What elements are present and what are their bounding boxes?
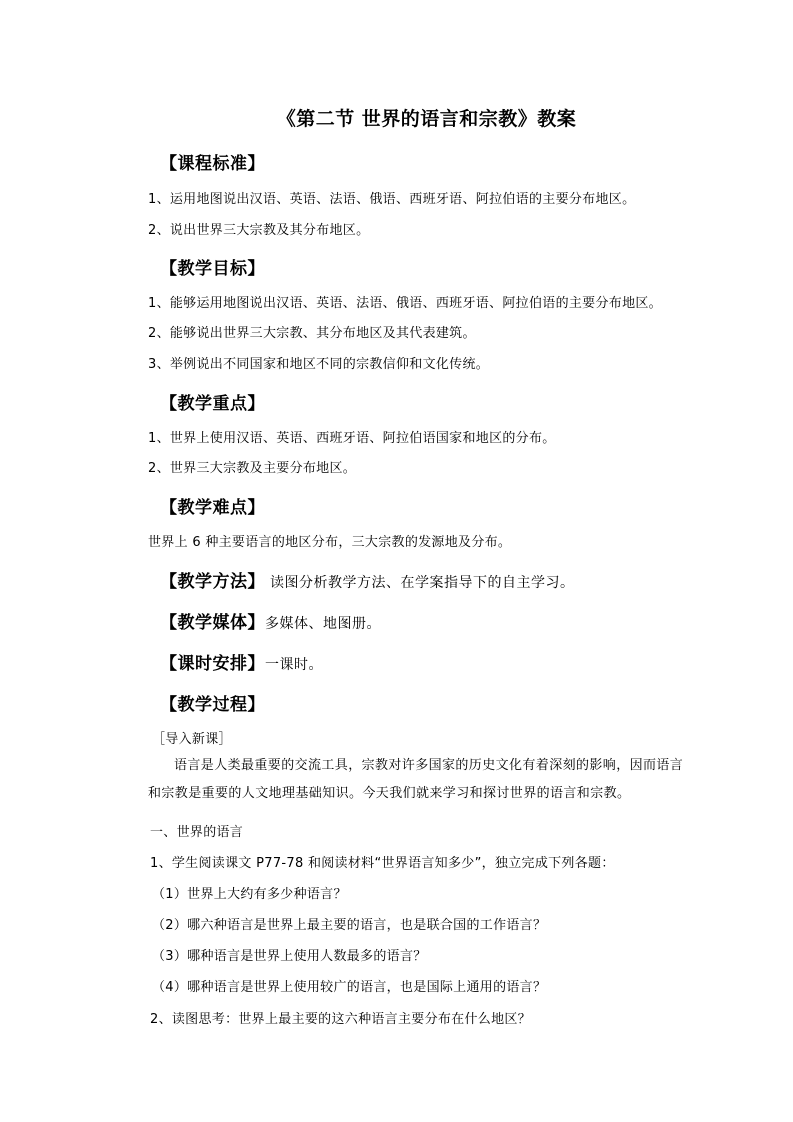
part1-title: 一、世界的语言	[150, 825, 244, 840]
media-heading-label: 【教学媒体】	[160, 613, 265, 633]
heading-schedule	[160, 649, 323, 674]
schedule-text: 一课时。	[265, 657, 323, 673]
media-text: 多媒体、地图册。	[265, 616, 381, 632]
goal-item-2: 2、能够说出世界三大宗教、其分布地区及其代表建筑。	[148, 326, 476, 341]
step2-text: 2、读图思考：世界上最主要的这六种语言主要分布在什么地区？	[150, 1012, 531, 1027]
standard-item-2: 2、说出世界三大宗教及其分布地区。	[148, 223, 370, 238]
heading-course-standard: 【课程标准】	[160, 154, 265, 174]
goal-item-1: 1、能够运用地图说出汉语、英语、法语、俄语、西班牙语、阿拉伯语的主要分布地区。	[148, 296, 662, 311]
method-heading-label: 【教学方法】	[160, 572, 265, 592]
heading-teaching-process: 【教学过程】	[160, 695, 265, 715]
schedule-heading-label: 【课时安排】	[160, 654, 265, 674]
heading-teaching-method	[160, 567, 574, 592]
goal-item-3: 3、举例说出不同国家和地区不同的宗教信仰和文化传统。	[148, 357, 490, 372]
document-title: 《第二节 世界的语言和宗教》教案	[276, 108, 577, 130]
heading-teaching-media	[160, 608, 381, 633]
question-2: （2）哪六种语言是世界上最主要的语言，也是联合国的工作语言？	[152, 918, 547, 933]
heading-teaching-goals: 【教学目标】	[160, 259, 265, 279]
heading-key-points: 【教学重点】	[160, 394, 265, 414]
key-point-item-1: 1、世界上使用汉语、英语、西班牙语、阿拉伯语国家和地区的分布。	[148, 431, 556, 446]
heading-difficulties: 【教学难点】	[160, 498, 265, 518]
question-1: （1）世界上大约有多少种语言？	[152, 887, 347, 902]
intro-paragraph: 语言是人类最重要的交流工具，宗教对许多国家的历史文化有着深刻的影响，因而语言和宗教是重要的人文地理基础知识。今天我们就来学习和探讨世界的语言和宗教。	[148, 758, 684, 801]
intro-label: ［导入新课］	[152, 732, 232, 747]
method-text: 读图分析教学方法、在学案指导下的自主学习。	[265, 575, 575, 591]
step1-text: 1、学生阅读课文 P77-78 和阅读材料“世界语言知多少”，独立完成下列各题：	[150, 856, 615, 871]
key-point-item-2: 2、世界三大宗教及主要分布地区。	[148, 461, 357, 476]
question-3: （3）哪种语言是世界上使用人数最多的语言？	[152, 949, 427, 964]
standard-item-1: 1、运用地图说出汉语、英语、法语、俄语、西班牙语、阿拉伯语的主要分布地区。	[148, 192, 636, 207]
question-4: （4）哪种语言是世界上使用较广的语言，也是国际上通用的语言？	[152, 980, 547, 995]
difficulty-item-1: 世界上 6 种主要语言的地区分布，三大宗教的发源地及分布。	[148, 535, 512, 550]
